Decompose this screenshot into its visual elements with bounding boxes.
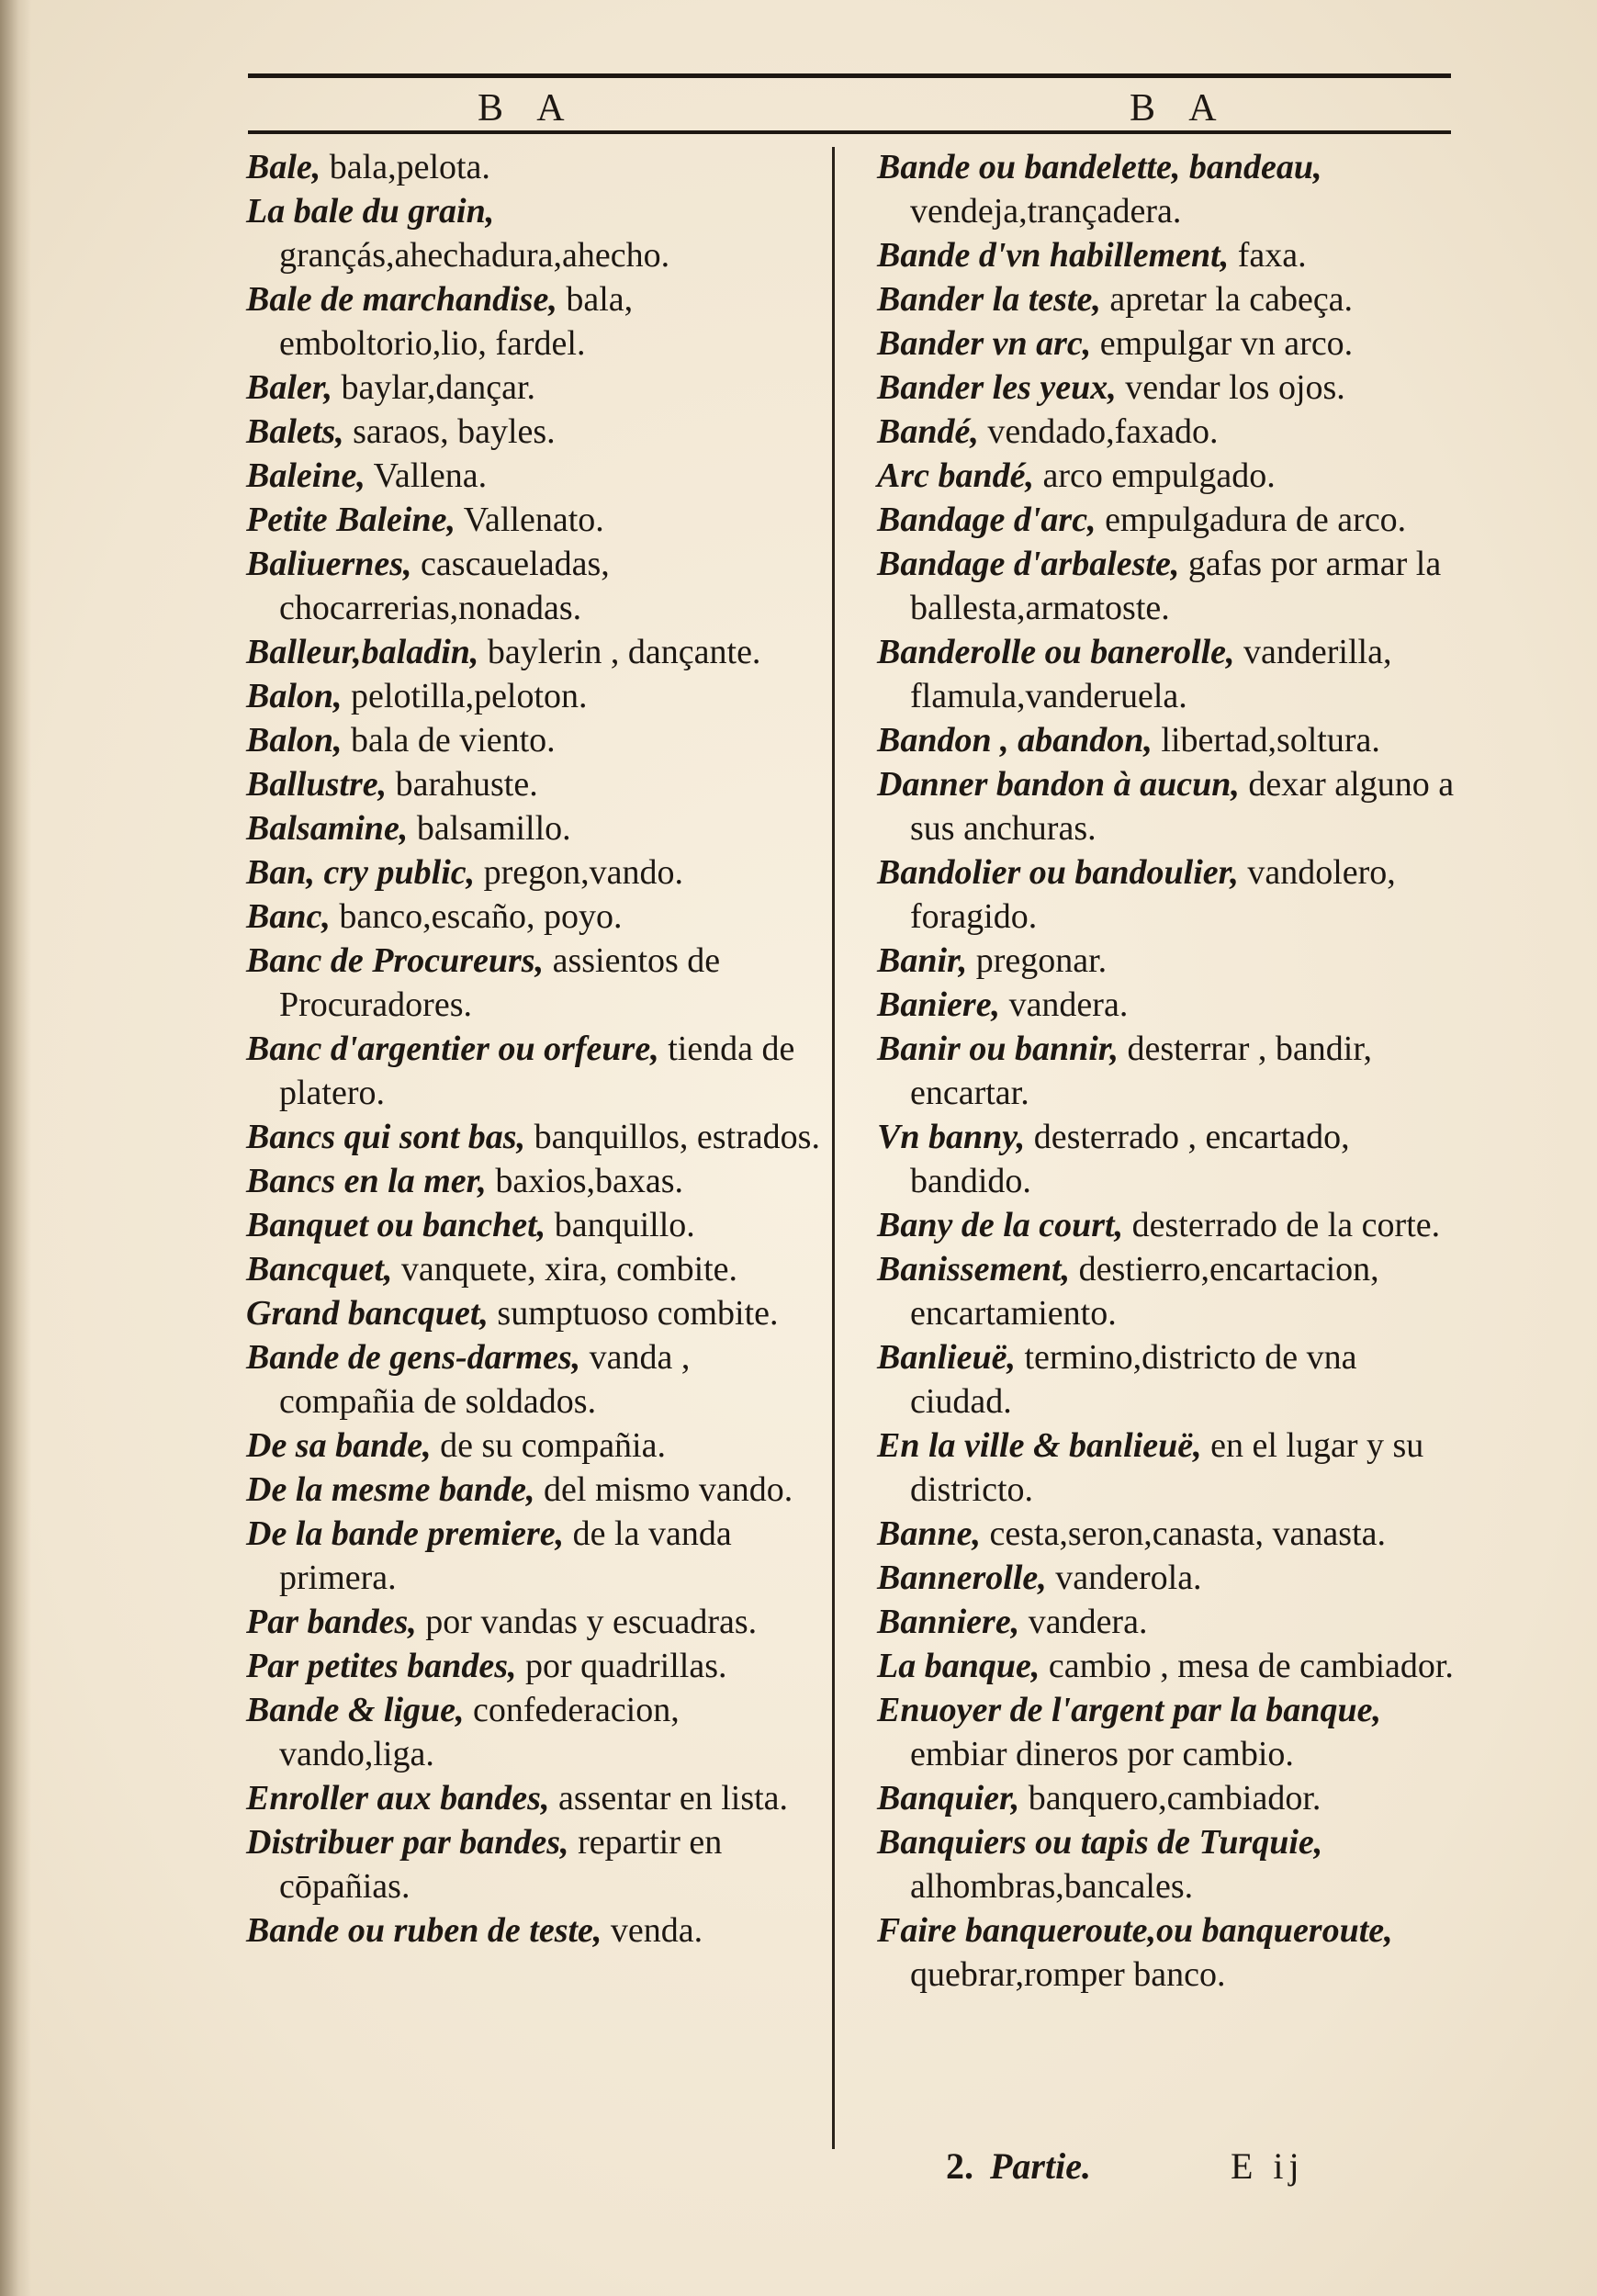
dictionary-entry (246, 1512, 834, 1600)
entry-headword: De sa bande, (246, 1426, 432, 1465)
entry-definition: confederacion, vando,liga. (279, 1691, 680, 1773)
dictionary-entry (246, 1291, 834, 1335)
entry-definition: cesta,seron,canasta, vanasta. (980, 1514, 1386, 1553)
dictionary-entry (246, 806, 834, 850)
signature-number: 2. (946, 2145, 973, 2187)
entry-definition: repartir en cōpañias. (279, 1823, 723, 1906)
dictionary-entry (877, 983, 1465, 1027)
dictionary-entry (246, 1247, 834, 1291)
entry-definition: baylerin , dançante. (478, 633, 761, 671)
entry-headword: La banque, (877, 1647, 1040, 1685)
entry-definition: baxios,baxas. (486, 1162, 684, 1200)
dictionary-entry (246, 1688, 834, 1776)
dictionary-entry (246, 1335, 834, 1424)
entry-headword: Danner bandon à aucun, (877, 765, 1240, 804)
entry-headword: Banquiers ou tapis de Turquie, (877, 1823, 1323, 1862)
dictionary-entry (246, 189, 834, 277)
dictionary-entry (877, 630, 1465, 718)
entry-headword: Bander les yeux, (877, 368, 1117, 407)
entry-definition: destierro,encartacion, encartamiento. (910, 1250, 1379, 1333)
entry-definition: vanquete, xira, combite. (392, 1250, 738, 1289)
dictionary-entry (246, 1776, 834, 1820)
dictionary-entry (246, 498, 834, 542)
entry-headword: Bande d'vn habillement, (877, 236, 1230, 275)
entry-definition: bala,pelota. (321, 148, 490, 186)
entry-definition: termino,districto de vna ciudad. (910, 1338, 1357, 1421)
entry-definition: desterrado de la corte. (1123, 1206, 1441, 1244)
entry-headword: Faire banqueroute,ou banqueroute, (877, 1911, 1393, 1950)
entry-headword: Bandage d'arbaleste, (877, 545, 1180, 583)
entry-definition: del mismo vando. (534, 1470, 793, 1509)
dictionary-entry (246, 1908, 834, 1953)
entry-headword: Bandolier ou bandoulier, (877, 853, 1239, 892)
entry-definition: vanderilla, flamula,vanderuela. (910, 633, 1392, 715)
entry-definition: bala, emboltorio,lio, fardel. (279, 280, 634, 363)
entry-headword: Bancs en la mer, (246, 1162, 487, 1200)
entry-headword: Banir ou bannir, (877, 1030, 1119, 1068)
entry-definition: desterrado , encartado, bandido. (910, 1118, 1350, 1200)
entry-definition: empulgadura de arco. (1096, 501, 1407, 539)
entry-headword: Bande & ligue, (246, 1691, 465, 1729)
entry-headword: Par bandes, (246, 1603, 417, 1641)
dictionary-entry (246, 674, 834, 718)
entry-headword: Balleur,baladin, (246, 633, 479, 671)
entry-definition: vandera. (1019, 1603, 1148, 1641)
entry-headword: Banlieuë, (877, 1338, 1016, 1377)
entry-definition: vandera. (1000, 985, 1129, 1024)
entry-headword: Baler, (246, 368, 332, 407)
dictionary-entry (246, 718, 834, 762)
entry-definition: vendado,faxado. (978, 412, 1219, 451)
entry-definition: de su compañia. (431, 1426, 666, 1465)
dictionary-entry (877, 1556, 1465, 1600)
entry-headword: Banne, (877, 1514, 981, 1553)
entry-definition: tienda de platero. (279, 1030, 795, 1112)
entry-definition: apretar la cabeça. (1100, 280, 1354, 319)
dictionary-entry (877, 1776, 1465, 1820)
entry-definition: cascaueladas, chocarrerias,nonadas. (279, 545, 610, 627)
entry-headword: Bale, (246, 148, 321, 186)
entry-headword: Bandon , abandon, (877, 721, 1153, 760)
dictionary-entry (246, 410, 834, 454)
entry-headword: Enroller aux bandes, (246, 1779, 550, 1818)
signature-mark: E ij (1231, 2145, 1305, 2187)
dictionary-entry (246, 145, 834, 189)
entry-definition: saraos, bayles. (343, 412, 556, 451)
entry-headword: Bannerolle, (877, 1559, 1047, 1597)
dictionary-entry (877, 939, 1465, 983)
entry-definition: Vallenato. (455, 501, 604, 539)
dictionary-entry (877, 1820, 1465, 1908)
entry-headword: En la ville & banlieuë, (877, 1426, 1202, 1465)
dictionary-entry (877, 1600, 1465, 1644)
entry-definition: banco,escaño, poyo. (330, 897, 623, 936)
entry-definition: por vandas y escuadras. (416, 1603, 758, 1641)
entry-headword: Bandage d'arc, (877, 501, 1097, 539)
dictionary-entry (246, 277, 834, 366)
dictionary-entry (877, 1027, 1465, 1115)
dictionary-entry (246, 366, 834, 410)
page-gutter-shadow (0, 0, 31, 2296)
entry-headword: Par petites bandes, (246, 1647, 517, 1685)
dictionary-entry (877, 1424, 1465, 1512)
dictionary-entry (246, 630, 834, 674)
entry-definition: vendeja,trançadera. (910, 192, 1182, 231)
entry-headword: Arc bandé, (877, 456, 1034, 495)
dictionary-entry (246, 1424, 834, 1468)
dictionary-entry (246, 850, 834, 895)
entry-headword: Enuoyer de l'argent par la banque, (877, 1691, 1381, 1729)
entry-definition: pregonar. (967, 941, 1108, 980)
column-divider (832, 147, 835, 2149)
entry-headword: Banc, (246, 897, 331, 936)
entry-headword: Banquet ou banchet, (246, 1206, 546, 1244)
entry-headword: Balon, (246, 677, 343, 715)
entry-definition: quebrar,romper banco. (910, 1955, 1226, 1994)
dictionary-entry (246, 542, 834, 630)
dictionary-entry (877, 1115, 1465, 1203)
entry-definition: faxa. (1229, 236, 1307, 275)
entry-definition: vendar los ojos. (1116, 368, 1345, 407)
dictionary-entry (246, 762, 834, 806)
dictionary-entry (246, 1115, 834, 1159)
dictionary-entry (877, 1512, 1465, 1556)
entry-headword: Banniere, (877, 1603, 1020, 1641)
entry-definition: assentar en lista. (549, 1779, 789, 1818)
entry-headword: La bale du grain, (246, 192, 495, 231)
dictionary-entry (246, 1203, 834, 1247)
entry-definition: en el lugar y su districto. (910, 1426, 1424, 1509)
dictionary-entry (246, 1600, 834, 1644)
entry-headword: Ban, cry public, (246, 853, 476, 892)
entry-definition: cambio , mesa de cambiador. (1040, 1647, 1454, 1685)
signature-part-label: Partie. (990, 2145, 1091, 2187)
dictionary-entry (877, 277, 1465, 321)
header-rule-top (248, 73, 1451, 78)
dictionary-entry (877, 1688, 1465, 1776)
entry-definition: banquillos, estrados. (525, 1118, 820, 1156)
running-head-right: B A (1130, 87, 1230, 129)
entry-headword: De la bande premiere, (246, 1514, 565, 1553)
entry-definition: assientos de Procuradores. (279, 941, 721, 1024)
entry-headword: Banderolle ou banerolle, (877, 633, 1235, 671)
left-column (246, 145, 834, 1953)
entry-definition: pelotilla,peloton. (342, 677, 588, 715)
entry-headword: Bande ou ruben de teste, (246, 1911, 602, 1950)
entry-definition: arco empulgado. (1034, 456, 1276, 495)
entry-definition: sumptuoso combite. (488, 1294, 779, 1333)
dictionary-entry (246, 1820, 834, 1908)
entry-definition: vanda , compañia de soldados. (279, 1338, 691, 1421)
entry-headword: Banquier, (877, 1779, 1020, 1818)
entry-definition: gafas por armar la ballesta,armatoste. (910, 545, 1442, 627)
entry-headword: Bandé, (877, 412, 979, 451)
entry-headword: Ballustre, (246, 765, 388, 804)
dictionary-entry (877, 1644, 1465, 1688)
entry-headword: Banissement, (877, 1250, 1071, 1289)
dictionary-entry (246, 939, 834, 1027)
entry-headword: Grand bancquet, (246, 1294, 489, 1333)
entry-headword: Baliuernes, (246, 545, 412, 583)
running-head-left: B A (478, 87, 578, 129)
entry-headword: Bande de gens-darmes, (246, 1338, 581, 1377)
dictionary-entry (877, 145, 1465, 233)
dictionary-entry (877, 1203, 1465, 1247)
dictionary-entry (877, 850, 1465, 939)
entry-definition: por quadrillas. (516, 1647, 727, 1685)
dictionary-entry (877, 366, 1465, 410)
entry-definition: alhombras,bancales. (910, 1867, 1194, 1906)
right-column (877, 145, 1465, 1997)
dictionary-entry (877, 1908, 1465, 1997)
entry-definition: dexar alguno a sus anchuras. (910, 765, 1455, 848)
entry-headword: Bancs qui sont bas, (246, 1118, 526, 1156)
entry-headword: Bancquet, (246, 1250, 393, 1289)
entry-definition: barahuste. (387, 765, 538, 804)
dictionary-entry (877, 321, 1465, 366)
entry-headword: Petite Baleine, (246, 501, 455, 539)
dictionary-entry (246, 454, 834, 498)
entry-headword: Banir, (877, 941, 968, 980)
dictionary-entry (877, 410, 1465, 454)
entry-headword: Bander la teste, (877, 280, 1101, 319)
entry-headword: Banc d'argentier ou orfeure, (246, 1030, 659, 1068)
dictionary-entry (877, 454, 1465, 498)
entry-definition: venda. (602, 1911, 703, 1950)
dictionary-entry (877, 542, 1465, 630)
entry-definition: empulgar vn arco. (1091, 324, 1354, 363)
entry-headword: Distribuer par bandes, (246, 1823, 569, 1862)
entry-definition: embiar dineros por cambio. (910, 1735, 1294, 1773)
entry-headword: Balets, (246, 412, 344, 451)
dictionary-entry (246, 895, 834, 939)
entry-headword: Baleine, (246, 456, 366, 495)
dictionary-entry (877, 718, 1465, 762)
entry-headword: Balsamine, (246, 809, 409, 848)
entry-definition: libertad,soltura. (1152, 721, 1380, 760)
entry-definition: banquillo. (545, 1206, 695, 1244)
dictionary-entry (877, 762, 1465, 850)
entry-headword: Bany de la court, (877, 1206, 1124, 1244)
header-rule-bottom (248, 130, 1451, 134)
entry-headword: Vn banny, (877, 1118, 1026, 1156)
entry-headword: Balon, (246, 721, 343, 760)
entry-headword: Baniere, (877, 985, 1001, 1024)
dictionary-entry (877, 1335, 1465, 1424)
dictionary-entry (246, 1468, 834, 1512)
dictionary-entry (877, 498, 1465, 542)
entry-headword: Bale de marchandise, (246, 280, 557, 319)
footer-signature-part (946, 2144, 1091, 2188)
dictionary-entry (246, 1159, 834, 1203)
entry-headword: Banc de Procureurs, (246, 941, 545, 980)
entry-definition: pregon,vando. (475, 853, 684, 892)
entry-definition: de la vanda primera. (279, 1514, 732, 1597)
entry-definition: vanderola. (1046, 1559, 1202, 1597)
entry-definition: baylar,dançar. (332, 368, 536, 407)
entry-definition: bala de viento. (342, 721, 556, 760)
entry-headword: Bande ou bandelette, bandeau, (877, 148, 1322, 186)
entry-definition: balsamillo. (408, 809, 571, 848)
entry-definition: desterrar , bandir, encartar. (910, 1030, 1372, 1112)
dictionary-entry (877, 1247, 1465, 1335)
entry-headword: Bander vn arc, (877, 324, 1092, 363)
dictionary-entry (246, 1027, 834, 1115)
entry-definition: Vallena. (365, 456, 488, 495)
entry-definition: vandolero, foragido. (910, 853, 1396, 936)
dictionary-entry (246, 1644, 834, 1688)
dictionary-entry (877, 233, 1465, 277)
entry-headword: De la mesme bande, (246, 1470, 535, 1509)
entry-definition: banquero,cambiador. (1019, 1779, 1321, 1818)
entry-definition: grançás,ahechadura,ahecho. (279, 236, 670, 275)
